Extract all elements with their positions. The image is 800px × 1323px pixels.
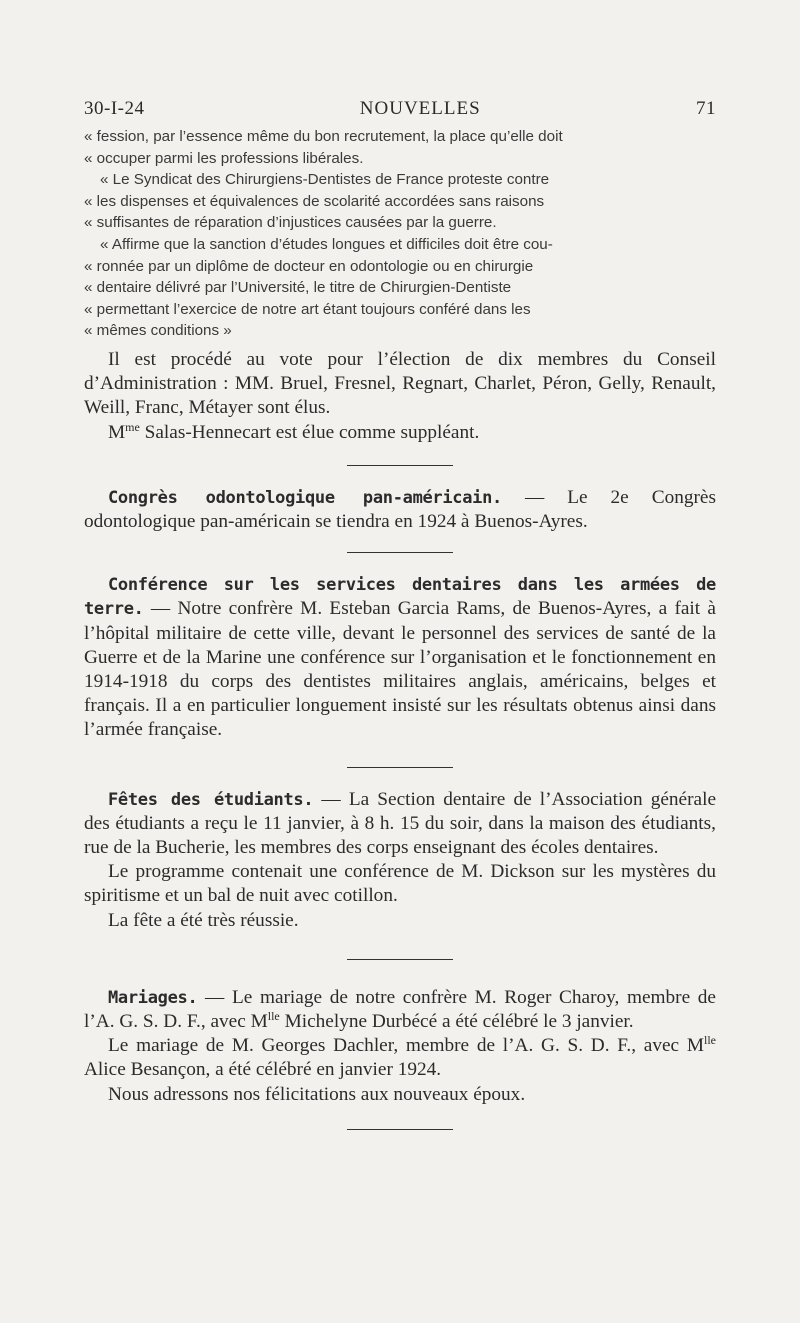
mariage-paragraph-2 (84, 1034, 716, 1082)
suppleant-paragraph (84, 421, 716, 445)
mariages-heading: Mariages. (108, 987, 198, 1008)
fetes-heading: Fêtes des étudiants. (108, 789, 314, 810)
section-divider (347, 767, 453, 768)
header-date: 30-I-24 (84, 98, 145, 119)
mariage-text-1b: Michelyne Durbécé a été célébré le 3 janvier. (279, 1011, 634, 1032)
quote-line: « mêmes conditions » (84, 322, 232, 340)
quote-line: « permettant l’exercice de notre art étant toujours conféré dans les (84, 300, 531, 318)
page-number: 71 (696, 98, 716, 119)
quote-line: « fession, par l’essence même du bon recrutement, la place qu’elle doit (84, 128, 563, 145)
programme-paragraph: Le programme contenait une conférence de M. Dickson sur les mystères du spiritisme et un bal de nuit avec cotillon. (84, 861, 716, 907)
vote-paragraph: Il est procédé au vote pour l’élection de dix membres du Conseil d’Administration : MM. Bruel, Fresnel, Regnart, Charlet, Péron, Gelly, Renault, Weill, Franc, Métayer sont élus. (84, 348, 716, 419)
conference-text: — Notre confrère M. Esteban Garcia Rams, de Buenos-Ayres, a fait à l’hôpital militaire de cette ville, devant le personnel des services de santé de la Guerre et de la Marine une conférence sur l’organisation et le fonctionnement en 1914-1918 du corps des dentistes militaires anglais, américains, belges et français. Il a en particulier longuement insisté sur les résultats obtenus ainsi dans l’armée française. (84, 598, 716, 741)
fetes-text: — La Section dentaire de l’Association générale des étudiants a reçu le 11 janvier, à 8 h. 15 du soir, dans la maison des étudiants, rue de la Bucherie, les membres des corps enseignant des écoles dentaires. (84, 788, 717, 858)
mariage-paragraph-1 (84, 986, 716, 1034)
mariage-text-1a: — Le mariage de notre confrère M. Roger Charoy, membre de l’A. G. S. D. F., avec M (84, 986, 716, 1032)
quote-line: « ronnée par un diplôme de docteur en odontologie ou en chirurgie (84, 257, 534, 275)
quote-line: « dentaire délivré par l’Université, le titre de Chirurgien-Dentiste (84, 279, 512, 297)
fetes-paragraph (84, 788, 716, 861)
fetes-section (84, 788, 716, 933)
section-divider (347, 1129, 453, 1130)
quote-line: « suffisantes de réparation d’injustices causées par la guerre. (84, 214, 497, 232)
mlle-sup: lle (267, 1009, 280, 1023)
reussie-paragraph: La fête a été très réussie. (108, 909, 299, 931)
quote-line: « les dispenses et équivalences de scolarité accordées sans raisons (84, 192, 545, 210)
quote-line: « occuper parmi les professions libérales. (84, 149, 364, 167)
section-divider (347, 552, 453, 553)
congres-text: — Le 2e Congrès odontologique pan-américain se tiendra en 1924 à Buenos-Ayres. (84, 486, 716, 532)
conference-heading: Conférence sur les services dentaires dans les armées de terre. (84, 575, 716, 620)
mme-abbrev-sup: me (125, 419, 140, 434)
section-divider (347, 465, 453, 466)
running-header (84, 98, 716, 126)
mlle-sup: lle (704, 1033, 716, 1048)
congres-section (84, 486, 716, 534)
suppleant-text: Salas-Hennecart est élue comme suppléant. (139, 421, 480, 443)
page (84, 98, 716, 1130)
conference-paragraph (84, 573, 716, 742)
mariages-section (84, 986, 716, 1107)
header-title: NOUVELLES (359, 98, 481, 119)
quote-line: « Le Syndicat des Chirurgiens-Dentistes de France proteste contre (100, 171, 550, 189)
felicitations-paragraph: Nous adressons nos félicitations aux nouveaux époux. (108, 1083, 526, 1105)
congres-heading: Congrès odontologique pan-américain. (108, 487, 502, 508)
quote-line: « Affirme que la sanction d’études longues et difficiles doit être cou- (100, 235, 553, 253)
mme-abbrev: M (108, 421, 126, 443)
mariage-text-2b: Alice Besançon, a été célébré en janvier 1924. (84, 1059, 442, 1081)
resolution-quote (84, 126, 716, 342)
congres-paragraph (84, 486, 716, 534)
section-divider (347, 959, 453, 960)
conference-section (84, 573, 716, 742)
mariage-text-2a: Le mariage de M. Georges Dachler, membre de l’A. G. S. D. F., avec M (108, 1035, 704, 1057)
vote-section (84, 348, 716, 445)
